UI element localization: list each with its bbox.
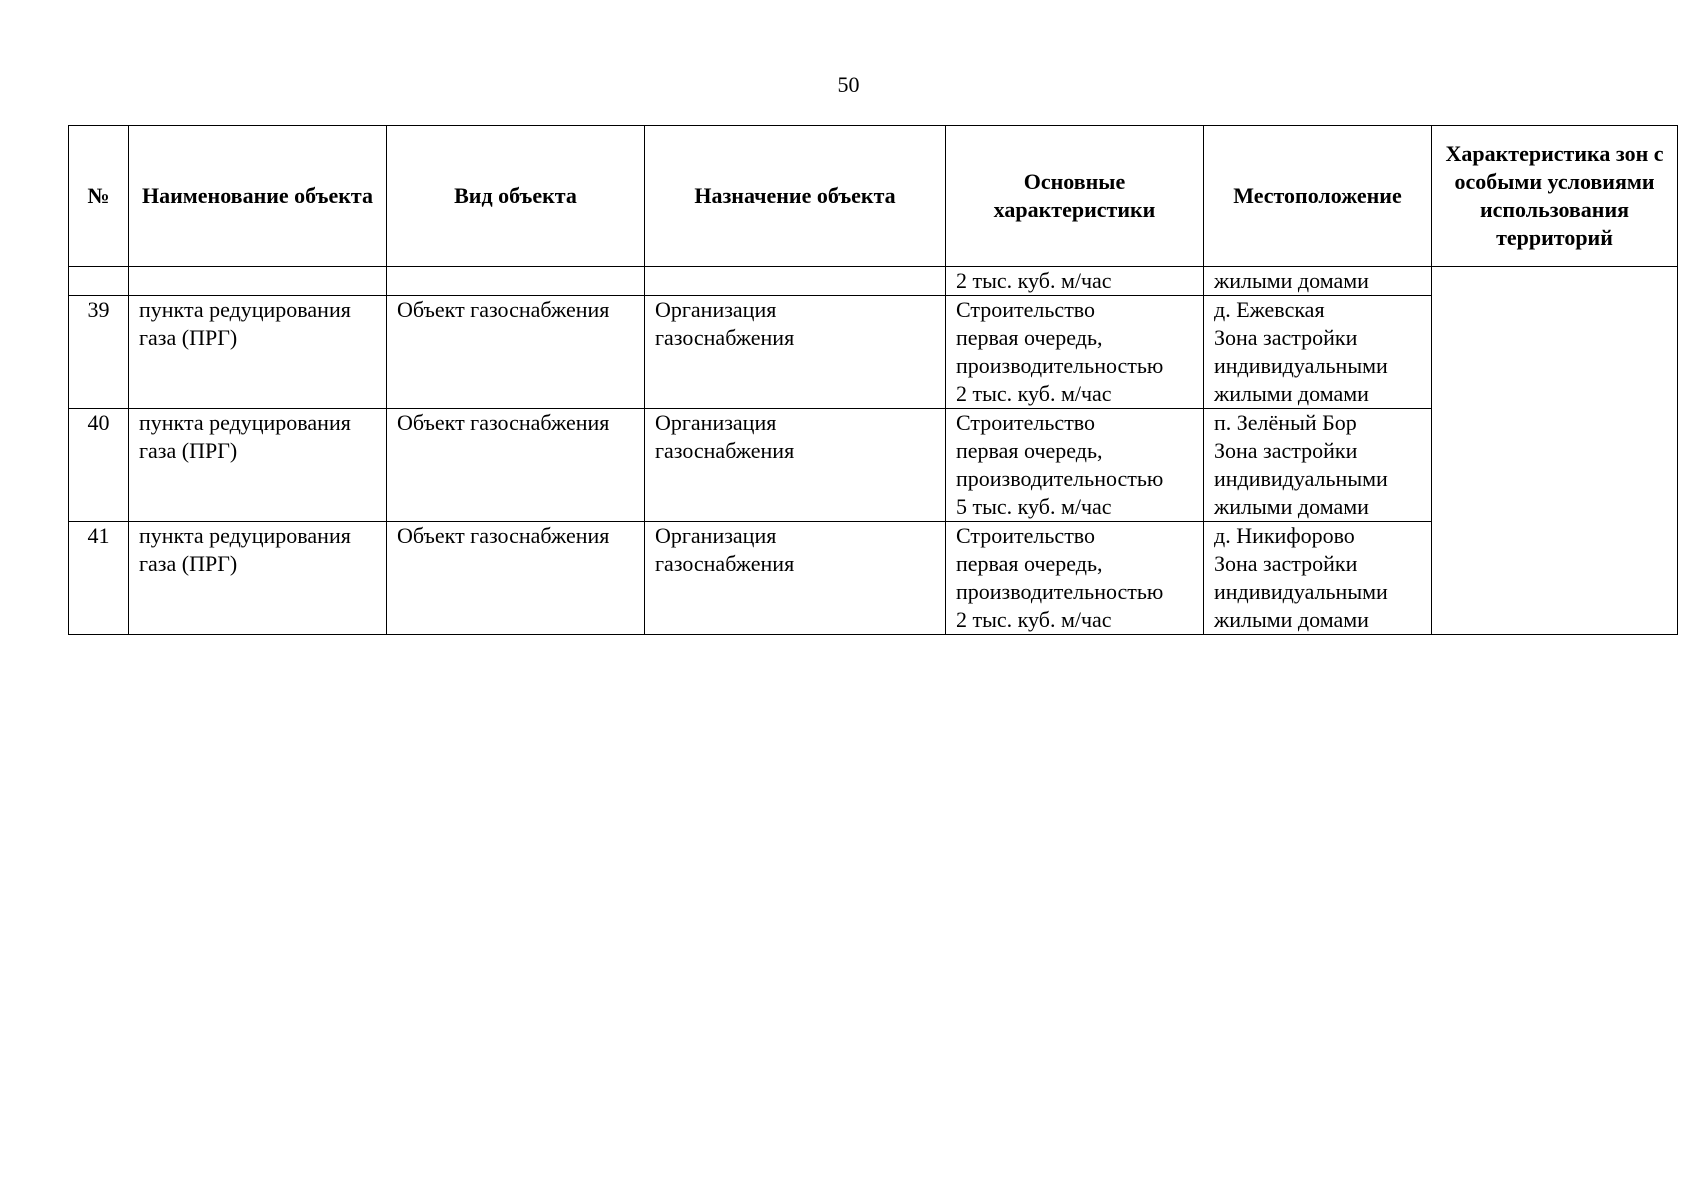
header-characteristics: Основные характеристики [946, 126, 1204, 267]
cell-number: 41 [69, 522, 129, 635]
table-body [69, 267, 1678, 635]
cell-number [69, 267, 129, 296]
header-location: Местоположение [1204, 126, 1432, 267]
cell-line: д. Никифорово [1214, 523, 1355, 548]
cell-object-purpose [645, 409, 946, 522]
cell-object-name [129, 296, 387, 409]
cell-line: 2 тыс. куб. м/час [956, 381, 1112, 406]
cell-line: пункта редуцирования [139, 297, 351, 322]
header-object-name: Наименование объекта [129, 126, 387, 267]
cell-characteristics [946, 409, 1204, 522]
header-special-zones: Характеристика зон с особыми условиями использования территорий [1432, 126, 1678, 267]
header-object-type: Вид объекта [387, 126, 645, 267]
cell-line: жилыми домами [1214, 494, 1369, 519]
objects-table [68, 125, 1678, 635]
cell-location [1204, 522, 1432, 635]
cell-characteristics [946, 267, 1204, 296]
header-object-purpose: Назначение объекта [645, 126, 946, 267]
cell-line: газа (ПРГ) [139, 325, 238, 350]
cell-location [1204, 267, 1432, 296]
cell-object-name [129, 522, 387, 635]
cell-line: пункта редуцирования [139, 523, 351, 548]
cell-line: первая очередь, [956, 438, 1103, 463]
cell-line: производительностью [956, 466, 1164, 491]
cell-line: первая очередь, [956, 325, 1103, 350]
cell-line: газа (ПРГ) [139, 551, 238, 576]
cell-line: 2 тыс. куб. м/час [956, 268, 1112, 293]
cell-number: 40 [69, 409, 129, 522]
cell-line: Объект газоснабжения [397, 410, 610, 435]
cell-characteristics [946, 522, 1204, 635]
cell-special-zones [1432, 267, 1678, 635]
cell-line: производительностью [956, 579, 1164, 604]
cell-object-purpose [645, 267, 946, 296]
cell-line: жилыми домами [1214, 607, 1369, 632]
cell-object-name [129, 267, 387, 296]
cell-object-type [387, 522, 645, 635]
cell-location [1204, 409, 1432, 522]
cell-line: Объект газоснабжения [397, 523, 610, 548]
cell-line: пункта редуцирования [139, 410, 351, 435]
cell-characteristics [946, 296, 1204, 409]
cell-object-type [387, 267, 645, 296]
cell-line: Зона застройки [1214, 325, 1358, 350]
cell-line: жилыми домами [1214, 381, 1369, 406]
cell-line: производительностью [956, 353, 1164, 378]
cell-line: д. Ежевская [1214, 297, 1325, 322]
cell-line: индивидуальными [1214, 579, 1388, 604]
cell-line: первая очередь, [956, 551, 1103, 576]
cell-object-name [129, 409, 387, 522]
cell-line: 5 тыс. куб. м/час [956, 494, 1112, 519]
cell-line: газоснабжения [655, 438, 795, 463]
header-row [69, 126, 1678, 267]
cell-line: Организация [655, 410, 777, 435]
cell-object-purpose [645, 296, 946, 409]
cell-line: жилыми домами [1214, 268, 1369, 293]
cell-object-purpose [645, 522, 946, 635]
cell-line: индивидуальными [1214, 353, 1388, 378]
cell-line: индивидуальными [1214, 466, 1388, 491]
cell-line: газа (ПРГ) [139, 438, 238, 463]
cell-line: п. Зелёный Бор [1214, 410, 1357, 435]
cell-line: 2 тыс. куб. м/час [956, 607, 1112, 632]
cell-line: газоснабжения [655, 325, 795, 350]
table-row-continuation [69, 267, 1678, 296]
header-number: № [69, 126, 129, 267]
cell-line: Строительство [956, 523, 1096, 548]
cell-line: Организация [655, 297, 777, 322]
cell-line: Строительство [956, 297, 1096, 322]
cell-location [1204, 296, 1432, 409]
table-header [69, 126, 1678, 267]
cell-object-type [387, 296, 645, 409]
cell-object-type [387, 409, 645, 522]
cell-number: 39 [69, 296, 129, 409]
cell-line: Строительство [956, 410, 1096, 435]
cell-line: Объект газоснабжения [397, 297, 610, 322]
cell-line: Зона застройки [1214, 438, 1358, 463]
cell-line: Организация [655, 523, 777, 548]
cell-line: газоснабжения [655, 551, 795, 576]
page-number: 50 [837, 72, 860, 97]
cell-line: Зона застройки [1214, 551, 1358, 576]
